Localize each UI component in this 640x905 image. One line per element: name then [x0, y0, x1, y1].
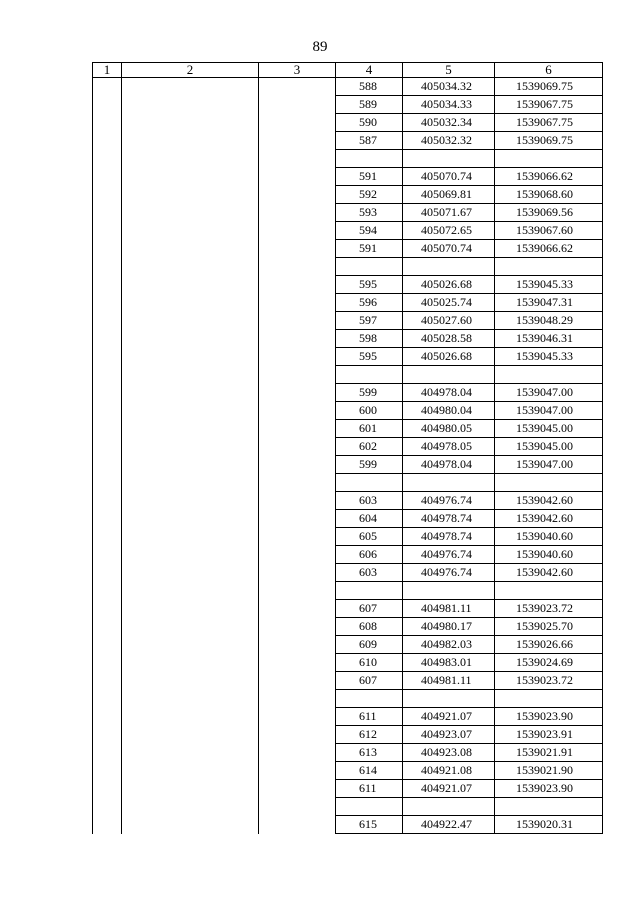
point-number-cell: 596 — [336, 294, 403, 312]
y-coordinate-cell — [495, 474, 603, 492]
x-coordinate-cell: 405025.74 — [403, 294, 495, 312]
x-coordinate-cell: 404976.74 — [403, 564, 495, 582]
y-coordinate-cell: 1539023.72 — [495, 600, 603, 618]
x-coordinate-cell: 404980.17 — [403, 618, 495, 636]
y-coordinate-cell — [495, 150, 603, 168]
point-number-cell: 612 — [336, 726, 403, 744]
point-number-cell: 599 — [336, 456, 403, 474]
y-coordinate-cell — [495, 582, 603, 600]
column-2-cell — [122, 78, 259, 834]
column-header-2: 2 — [122, 63, 259, 78]
point-number-cell: 614 — [336, 762, 403, 780]
y-coordinate-cell: 1539020.31 — [495, 816, 603, 834]
point-number-cell: 595 — [336, 276, 403, 294]
column-header-4: 4 — [336, 63, 403, 78]
x-coordinate-cell: 405070.74 — [403, 168, 495, 186]
point-number-cell: 603 — [336, 492, 403, 510]
column-header-5: 5 — [403, 63, 495, 78]
point-number-cell: 611 — [336, 708, 403, 726]
x-coordinate-cell: 405071.67 — [403, 204, 495, 222]
x-coordinate-cell — [403, 258, 495, 276]
point-number-cell: 607 — [336, 600, 403, 618]
x-coordinate-cell: 404921.07 — [403, 708, 495, 726]
y-coordinate-cell: 1539045.33 — [495, 348, 603, 366]
x-coordinate-cell — [403, 366, 495, 384]
y-coordinate-cell: 1539021.91 — [495, 744, 603, 762]
coordinates-table — [92, 62, 603, 834]
x-coordinate-cell: 404981.11 — [403, 600, 495, 618]
point-number-cell — [336, 366, 403, 384]
y-coordinate-cell: 1539067.75 — [495, 114, 603, 132]
x-coordinate-cell: 405026.68 — [403, 348, 495, 366]
point-number-cell: 600 — [336, 402, 403, 420]
point-number-cell: 606 — [336, 546, 403, 564]
x-coordinate-cell: 405034.32 — [403, 78, 495, 96]
point-number-cell: 587 — [336, 132, 403, 150]
table-row — [93, 78, 603, 96]
y-coordinate-cell: 1539047.00 — [495, 456, 603, 474]
x-coordinate-cell: 404983.01 — [403, 654, 495, 672]
x-coordinate-cell: 404982.03 — [403, 636, 495, 654]
point-number-cell: 603 — [336, 564, 403, 582]
x-coordinate-cell: 404980.04 — [403, 402, 495, 420]
x-coordinate-cell — [403, 690, 495, 708]
table-header-row — [93, 63, 603, 78]
point-number-cell: 592 — [336, 186, 403, 204]
x-coordinate-cell: 404976.74 — [403, 492, 495, 510]
y-coordinate-cell: 1539042.60 — [495, 564, 603, 582]
x-coordinate-cell: 404923.07 — [403, 726, 495, 744]
point-number-cell: 602 — [336, 438, 403, 456]
point-number-cell: 608 — [336, 618, 403, 636]
y-coordinate-cell: 1539069.56 — [495, 204, 603, 222]
point-number-cell: 609 — [336, 636, 403, 654]
point-number-cell: 595 — [336, 348, 403, 366]
x-coordinate-cell: 404922.47 — [403, 816, 495, 834]
x-coordinate-cell: 405026.68 — [403, 276, 495, 294]
y-coordinate-cell: 1539045.00 — [495, 420, 603, 438]
y-coordinate-cell: 1539023.91 — [495, 726, 603, 744]
point-number-cell — [336, 798, 403, 816]
y-coordinate-cell: 1539048.29 — [495, 312, 603, 330]
y-coordinate-cell: 1539047.00 — [495, 384, 603, 402]
table-body — [93, 78, 603, 834]
point-number-cell: 591 — [336, 240, 403, 258]
point-number-cell: 601 — [336, 420, 403, 438]
x-coordinate-cell: 404978.74 — [403, 510, 495, 528]
point-number-cell: 611 — [336, 780, 403, 798]
page-number: 89 — [312, 39, 328, 55]
point-number-cell — [336, 258, 403, 276]
x-coordinate-cell: 404978.04 — [403, 456, 495, 474]
y-coordinate-cell: 1539069.75 — [495, 78, 603, 96]
x-coordinate-cell: 404923.08 — [403, 744, 495, 762]
point-number-cell: 589 — [336, 96, 403, 114]
x-coordinate-cell: 404980.05 — [403, 420, 495, 438]
point-number-cell: 607 — [336, 672, 403, 690]
y-coordinate-cell: 1539046.31 — [495, 330, 603, 348]
y-coordinate-cell: 1539040.60 — [495, 528, 603, 546]
y-coordinate-cell: 1539026.66 — [495, 636, 603, 654]
x-coordinate-cell: 404976.74 — [403, 546, 495, 564]
y-coordinate-cell: 1539066.62 — [495, 240, 603, 258]
x-coordinate-cell: 404981.11 — [403, 672, 495, 690]
x-coordinate-cell: 405034.33 — [403, 96, 495, 114]
y-coordinate-cell: 1539047.31 — [495, 294, 603, 312]
y-coordinate-cell — [495, 258, 603, 276]
point-number-cell: 591 — [336, 168, 403, 186]
point-number-cell — [336, 582, 403, 600]
point-number-cell: 604 — [336, 510, 403, 528]
y-coordinate-cell: 1539045.00 — [495, 438, 603, 456]
y-coordinate-cell: 1539023.90 — [495, 780, 603, 798]
y-coordinate-cell: 1539042.60 — [495, 492, 603, 510]
y-coordinate-cell: 1539067.60 — [495, 222, 603, 240]
y-coordinate-cell: 1539021.90 — [495, 762, 603, 780]
y-coordinate-cell: 1539045.33 — [495, 276, 603, 294]
point-number-cell: 613 — [336, 744, 403, 762]
point-number-cell: 605 — [336, 528, 403, 546]
x-coordinate-cell: 404921.08 — [403, 762, 495, 780]
y-coordinate-cell: 1539047.00 — [495, 402, 603, 420]
y-coordinate-cell: 1539025.70 — [495, 618, 603, 636]
y-coordinate-cell: 1539042.60 — [495, 510, 603, 528]
column-header-1: 1 — [93, 63, 122, 78]
point-number-cell — [336, 474, 403, 492]
point-number-cell: 597 — [336, 312, 403, 330]
x-coordinate-cell — [403, 798, 495, 816]
x-coordinate-cell: 405032.34 — [403, 114, 495, 132]
point-number-cell — [336, 150, 403, 168]
y-coordinate-cell — [495, 690, 603, 708]
point-number-cell: 590 — [336, 114, 403, 132]
x-coordinate-cell: 405069.81 — [403, 186, 495, 204]
x-coordinate-cell — [403, 150, 495, 168]
column-header-3: 3 — [259, 63, 336, 78]
point-number-cell: 593 — [336, 204, 403, 222]
y-coordinate-cell: 1539040.60 — [495, 546, 603, 564]
point-number-cell: 599 — [336, 384, 403, 402]
x-coordinate-cell: 404978.05 — [403, 438, 495, 456]
column-header-6: 6 — [495, 63, 603, 78]
point-number-cell: 598 — [336, 330, 403, 348]
x-coordinate-cell: 404978.74 — [403, 528, 495, 546]
y-coordinate-cell: 1539066.62 — [495, 168, 603, 186]
x-coordinate-cell — [403, 582, 495, 600]
y-coordinate-cell: 1539067.75 — [495, 96, 603, 114]
y-coordinate-cell — [495, 366, 603, 384]
x-coordinate-cell: 405027.60 — [403, 312, 495, 330]
y-coordinate-cell: 1539023.72 — [495, 672, 603, 690]
column-3-cell — [259, 78, 336, 834]
x-coordinate-cell: 404978.04 — [403, 384, 495, 402]
x-coordinate-cell — [403, 474, 495, 492]
point-number-cell: 594 — [336, 222, 403, 240]
x-coordinate-cell: 404921.07 — [403, 780, 495, 798]
point-number-cell: 588 — [336, 78, 403, 96]
y-coordinate-cell — [495, 798, 603, 816]
point-number-cell: 615 — [336, 816, 403, 834]
point-number-cell — [336, 690, 403, 708]
column-1-cell — [93, 78, 122, 834]
x-coordinate-cell: 405070.74 — [403, 240, 495, 258]
point-number-cell: 610 — [336, 654, 403, 672]
y-coordinate-cell: 1539068.60 — [495, 186, 603, 204]
y-coordinate-cell: 1539023.90 — [495, 708, 603, 726]
x-coordinate-cell: 405032.32 — [403, 132, 495, 150]
x-coordinate-cell: 405072.65 — [403, 222, 495, 240]
y-coordinate-cell: 1539024.69 — [495, 654, 603, 672]
y-coordinate-cell: 1539069.75 — [495, 132, 603, 150]
x-coordinate-cell: 405028.58 — [403, 330, 495, 348]
